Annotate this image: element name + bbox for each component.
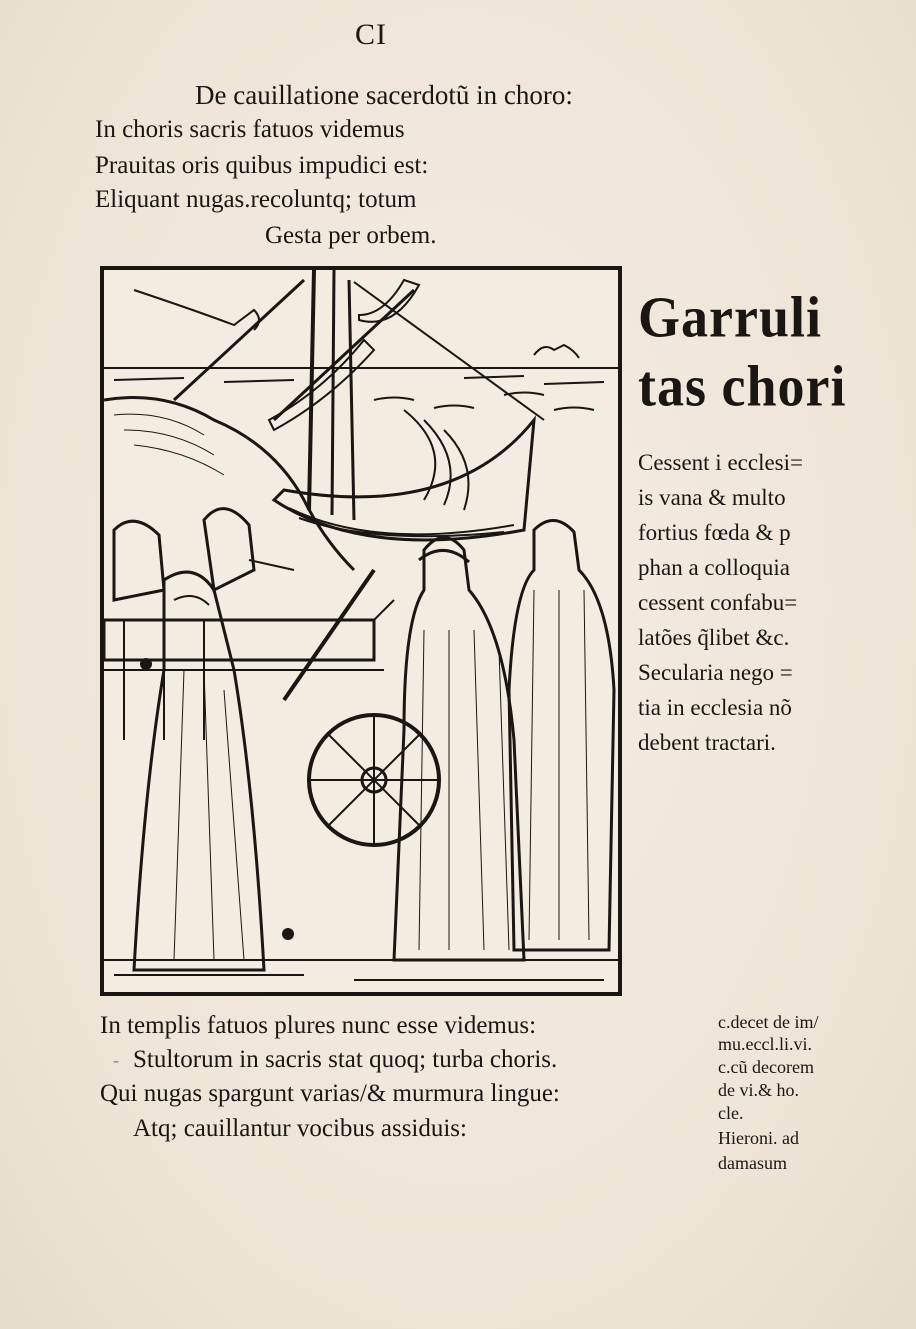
margin-note-line: Hieroni. ad <box>718 1128 799 1148</box>
side-text-line: fortius fœda & p <box>638 520 791 545</box>
gothic-title-line: Garruli <box>638 284 822 350</box>
side-text-line: cessent confabu= <box>638 590 798 615</box>
margin-note-line: mu.eccl.li.vi. <box>718 1034 812 1054</box>
margin-note-line: c.cũ decorem <box>718 1057 814 1077</box>
margin-note-line: cle. <box>718 1103 744 1123</box>
margin-note-line: de vi.& ho. <box>718 1080 799 1100</box>
bottom-verse-line: Stultorum in sacris stat quoq; turba choris. <box>133 1046 558 1073</box>
verse-line: Gesta per orbem. <box>265 222 437 249</box>
verse-line: In choris sacris fatuos videmus <box>95 116 405 143</box>
woodcut-drawing <box>104 270 618 992</box>
side-text-line: latões q̃libet &c. <box>638 625 790 650</box>
chapter-heading: De cauillatione sacerdotũ in choro: <box>195 80 573 110</box>
verse-line: Prauitas oris quibus impudici est: <box>95 152 429 179</box>
ink-dot <box>282 928 294 940</box>
side-text-line: tia in ecclesia nõ <box>638 695 792 720</box>
side-text-line: phan a colloquia <box>638 555 791 580</box>
side-text-line: debent tractari. <box>638 730 776 755</box>
woodcut-illustration <box>100 266 622 996</box>
margin-note-line: c.decet de im/ <box>718 1012 819 1032</box>
side-text-line: Cessent i ecclesi= <box>638 450 803 475</box>
gothic-title-line: tas chori <box>638 353 847 419</box>
verse-line: Eliquant nugas.recoluntq; totum <box>95 186 417 213</box>
bottom-verse-line: Atq; cauillantur vocibus assiduis: <box>133 1115 467 1142</box>
side-text-line: Secularia nego = <box>638 660 793 685</box>
margin-dash: - <box>113 1050 119 1070</box>
margin-note-line: damasum <box>718 1153 787 1173</box>
ink-dot <box>140 658 152 670</box>
bottom-verse-line: In templis fatuos plures nunc esse videmus: <box>100 1012 537 1039</box>
side-text-line: is vana & multo <box>638 485 786 510</box>
bottom-verse-line: Qui nugas spargunt varias/& murmura lingue: <box>100 1080 560 1107</box>
folio-number: CI <box>355 18 387 51</box>
